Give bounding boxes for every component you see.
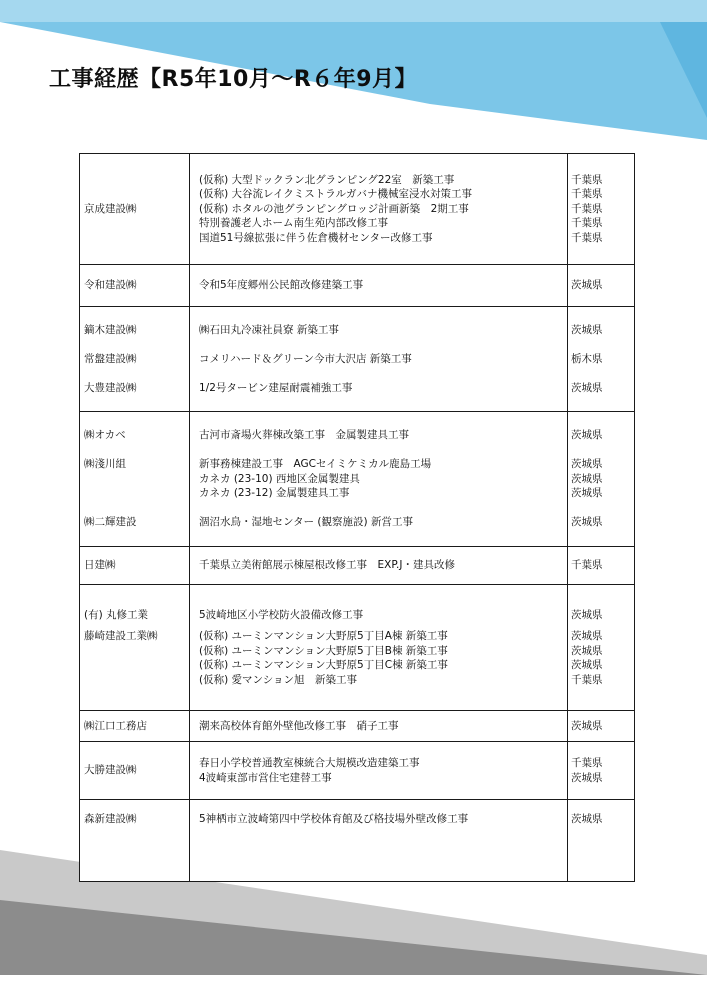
work-item: (仮称) ユーミンマンション大野原5丁目A棟 新築工事 bbox=[199, 630, 448, 643]
company-cell bbox=[80, 307, 190, 412]
page-title: 工事経歴【R5年10月～R６年9月】 bbox=[49, 67, 418, 92]
table-row bbox=[80, 547, 635, 585]
prefecture: 茨城県 bbox=[571, 644, 603, 657]
table-row bbox=[80, 412, 635, 547]
prefecture: 茨城県 bbox=[571, 771, 603, 784]
prefecture: 茨城県 bbox=[571, 630, 603, 643]
company-name: 鏑木建設㈱ bbox=[84, 323, 137, 336]
prefecture-cell bbox=[568, 412, 635, 547]
company-cell bbox=[80, 547, 190, 585]
blue-band-light bbox=[0, 0, 707, 22]
prefecture: 千葉県 bbox=[571, 231, 603, 244]
prefecture: 茨城県 bbox=[571, 487, 603, 500]
table-row bbox=[80, 800, 635, 882]
work-item: コメリハード＆グリーン今市大沢店 新築工事 bbox=[199, 352, 412, 365]
prefecture-cell bbox=[568, 265, 635, 307]
prefecture: 千葉県 bbox=[571, 673, 603, 686]
company-name: 森新建設㈱ bbox=[84, 813, 137, 825]
table-row bbox=[80, 742, 635, 800]
prefecture: 茨城県 bbox=[571, 608, 603, 621]
work-item: 千葉県立美術館展示棟屋根改修工事 EXP.J・建具改修 bbox=[199, 559, 455, 572]
prefecture-cell bbox=[568, 742, 635, 800]
work-cell bbox=[190, 585, 568, 711]
work-item: 4波崎東部市営住宅建替工事 bbox=[199, 771, 332, 784]
work-item: ㈱石田丸冷凍社員寮 新築工事 bbox=[199, 323, 339, 336]
prefecture: 茨城県 bbox=[571, 381, 603, 394]
prefecture: 千葉県 bbox=[571, 188, 603, 201]
work-item: (仮称) 愛マンション旭 新築工事 bbox=[199, 673, 358, 686]
company-cell bbox=[80, 711, 190, 742]
company-cell bbox=[80, 742, 190, 800]
company-name: ㈱オカベ bbox=[84, 429, 126, 442]
work-item: 国道51号線拡張に伴う佐倉機材センター改修工事 bbox=[199, 231, 433, 244]
company-name: 大勝建設㈱ bbox=[84, 764, 137, 777]
company-name: ㈱二輝建設 bbox=[84, 516, 137, 529]
work-item: 新事務棟建設工事 AGCセイミケミカル鹿島工場 bbox=[199, 458, 432, 471]
work-item: 春日小学校普通教室棟統合大規模改造建築工事 bbox=[199, 757, 420, 769]
work-item: 潮来高校体育館外壁他改修工事 硝子工事 bbox=[199, 719, 399, 732]
prefecture-cell bbox=[568, 154, 635, 265]
company-cell bbox=[80, 154, 190, 265]
prefecture: 茨城県 bbox=[571, 323, 603, 336]
prefecture-cell bbox=[568, 800, 635, 882]
work-item: 特別養護老人ホーム南生苑内部改修工事 bbox=[199, 217, 388, 230]
work-item: 令和5年度郷州公民館改修建築工事 bbox=[199, 279, 364, 292]
company-cell bbox=[80, 412, 190, 547]
prefecture: 茨城県 bbox=[571, 719, 603, 732]
work-item: 5神栖市立波崎第四中学校体育館及び格技場外壁改修工事 bbox=[199, 813, 469, 825]
prefecture: 茨城県 bbox=[571, 458, 603, 471]
company-cell bbox=[80, 800, 190, 882]
prefecture: 茨城県 bbox=[571, 429, 603, 442]
work-cell bbox=[190, 547, 568, 585]
work-item: 1/2号タービン建屋耐震補強工事 bbox=[199, 381, 353, 394]
work-cell bbox=[190, 412, 568, 547]
prefecture-cell bbox=[568, 711, 635, 742]
work-cell bbox=[190, 800, 568, 882]
table-row bbox=[80, 154, 635, 265]
work-cell bbox=[190, 307, 568, 412]
prefecture: 千葉県 bbox=[571, 559, 603, 572]
company-name: 藤崎建設工業㈱ bbox=[84, 630, 158, 643]
prefecture: 千葉県 bbox=[571, 757, 603, 769]
prefecture: 茨城県 bbox=[571, 813, 603, 825]
work-cell bbox=[190, 742, 568, 800]
work-item: (仮称) 大型ドックラン北グランピング22室 新築工事 bbox=[199, 173, 455, 186]
prefecture: 千葉県 bbox=[571, 202, 603, 215]
company-cell bbox=[80, 265, 190, 307]
prefecture: 茨城県 bbox=[571, 659, 603, 672]
prefecture-cell bbox=[568, 307, 635, 412]
company-name: ㈱江口工務店 bbox=[84, 719, 147, 732]
work-item: 5波崎地区小学校防火設備改修工事 bbox=[199, 608, 364, 621]
prefecture: 茨城県 bbox=[571, 516, 603, 529]
work-item: (仮称) ユーミンマンション大野原5丁目B棟 新築工事 bbox=[199, 644, 448, 657]
company-cell bbox=[80, 585, 190, 711]
table-row bbox=[80, 265, 635, 307]
work-cell bbox=[190, 265, 568, 307]
company-name: (有) 丸修工業 bbox=[84, 608, 149, 621]
prefecture: 千葉県 bbox=[571, 173, 603, 186]
table-row bbox=[80, 307, 635, 412]
company-name: 京成建設㈱ bbox=[84, 202, 137, 215]
work-item: (仮称) ホタルの池グランピングロッジ計画新築 2期工事 bbox=[199, 202, 469, 215]
company-name: 大豊建設㈱ bbox=[84, 381, 137, 394]
work-cell bbox=[190, 154, 568, 265]
work-item: カネカ (23-12) 金属製建具工事 bbox=[199, 487, 350, 500]
work-item: カネカ (23-10) 西地区金属製建具 bbox=[199, 472, 360, 485]
work-item: (仮称) 大谷流レイクミストラルガバナ機械室浸水対策工事 bbox=[199, 188, 472, 201]
construction-history-table bbox=[79, 153, 635, 882]
prefecture: 栃木県 bbox=[571, 352, 603, 365]
work-cell bbox=[190, 711, 568, 742]
work-item: 古河市斎場火葬棟改築工事 金属製建具工事 bbox=[199, 429, 409, 442]
prefecture: 千葉県 bbox=[571, 217, 603, 230]
work-item: (仮称) ユーミンマンション大野原5丁目C棟 新築工事 bbox=[199, 659, 448, 672]
company-name: 日建㈱ bbox=[84, 559, 116, 572]
company-name: ㈱淺川組 bbox=[84, 458, 126, 471]
prefecture-cell bbox=[568, 547, 635, 585]
prefecture: 茨城県 bbox=[571, 472, 603, 485]
work-item: 涸沼水鳥・湿地センター (観察施設) 新営工事 bbox=[199, 516, 413, 529]
prefecture-cell bbox=[568, 585, 635, 711]
prefecture: 茨城県 bbox=[571, 279, 603, 292]
company-name: 令和建設㈱ bbox=[84, 279, 137, 292]
table-row bbox=[80, 585, 635, 711]
company-name: 常盤建設㈱ bbox=[84, 352, 137, 365]
table-row bbox=[80, 711, 635, 742]
